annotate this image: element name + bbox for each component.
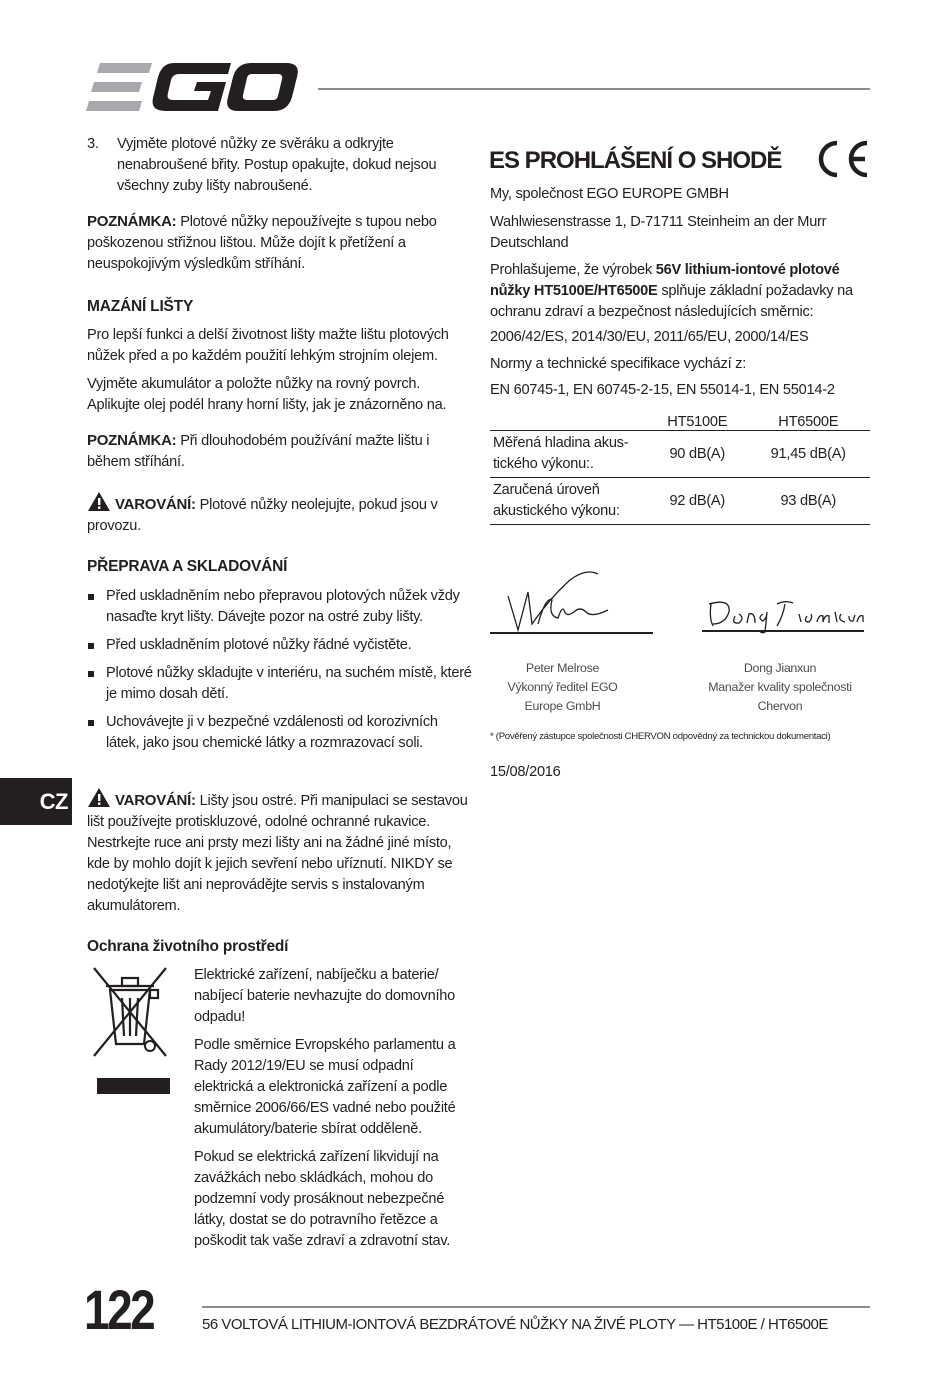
table-row-label: Zaručená úroveň akustického výkonu: (493, 482, 620, 519)
signatory-name: Peter Melrose (525, 661, 600, 675)
list-item: Plotové nůžky skladujte v interiéru, na suchém místě, které je mimo dosah dětí. (87, 663, 472, 705)
warning-label: VAROVÁNÍ: (115, 792, 196, 809)
warning-text: Plotové nůžky neolejujte, pokud jsou v provozu. (87, 497, 438, 534)
environment-paragraph-3: Pokud se elektrická zařízení likvidují na zavážkách nebo skládkách, mohou do podzemní vody prosáknout nebezpečné látky, dostat se do potravního řetězce a poškodit tak vaše zdraví a zdravotní stav. (194, 1149, 451, 1249)
warning-no-oil-running (87, 491, 472, 537)
declaration-text-pre: Prohlašujeme, že výrobek (490, 262, 656, 278)
note-blunt-blade (87, 211, 472, 275)
footer-title: 56 VOLTOVÁ LITHIUM-IONTOVÁ BEZDRÁTOVÉ NŮŽKY NA ŽIVÉ PLOTY — HT5100E / HT6500E (202, 1316, 828, 1333)
environment-paragraph-2: Podle směrnice Evropského parlamentu a Rady 2012/19/EU se musí odpadní elektrická a elektronická zařízení a podle směrnice 2006/66/ES vadné nebo použité akumulátory/baterie sbírat odděleně. (194, 1037, 456, 1137)
transport-list (87, 586, 472, 761)
footnote: * (Pověřený zástupce společnosti CHERVON odpovědný za technickou dokumentaci) (490, 731, 831, 742)
section-heading-environment: Ochrana životního prostředí (87, 938, 289, 955)
directives: 2006/42/ES, 2014/30/EU, 2011/65/EU, 2000/14/ES (490, 329, 809, 345)
declaration-title: ES PROHLÁŠENÍ O SHODĚ (489, 147, 782, 174)
signature-line (490, 632, 653, 634)
section-heading-transport: PŘEPRAVA A SKLADOVÁNÍ (87, 558, 288, 575)
company-address: Wahlwiesenstrasse 1, D-71711 Steinheim an der Murr Deutschland (490, 214, 827, 251)
step-3 (87, 134, 472, 197)
table-header: HT6500E (778, 414, 839, 430)
norms-list: EN 60745-1, EN 60745-2-15, EN 55014-1, EN 55014-2 (490, 382, 835, 398)
note-label: POZNÁMKA: (87, 213, 177, 230)
note-text: Při dlouhodobém používání mažte lištu i během stříhání. (87, 433, 430, 470)
table-row (490, 431, 870, 478)
signature-line (702, 630, 864, 632)
table-row (490, 478, 870, 525)
note-text: Plotové nůžky nepoužívejte s tupou nebo poškozenou střižnou lištou. Může dojít k přetížení a neuspokojivým výsledkům stříhání. (87, 214, 437, 272)
environment-text (194, 965, 472, 1252)
weee-bar (97, 1078, 170, 1094)
step-number: 3. (87, 136, 99, 152)
step-text: Vyjměte plotové nůžky ze svěráku a odkryjte nenabroušené břity. Postup opakujte, dokud nejsou všechny zuby lišty nabroušené. (117, 136, 437, 194)
signatory-role: Výkonný ředitel EGO (507, 680, 618, 694)
table-header: HT5100E (667, 414, 728, 430)
product-name: 56V lithium-iontové plotové nůžky HT5100E/HT6500E (490, 262, 840, 299)
ego-logo (86, 63, 300, 113)
list-item: Před uskladněním plotové nůžky řádné vyčistěte. (87, 635, 472, 656)
signatory-melrose (490, 659, 635, 716)
noise-spec-table-wrap (490, 410, 870, 525)
environment-paragraph-1: Elektrické zařízení, nabíječku a baterie/ nabíjecí baterie nevhazujte do domovního odpadu! (194, 967, 455, 1025)
warning-triangle-icon (87, 491, 111, 512)
page-number: 122 (84, 1278, 154, 1341)
warning-label: VAROVÁNÍ: (115, 496, 196, 513)
header-rule (318, 88, 870, 90)
weee-crossed-bin-icon (90, 964, 170, 1064)
signature-melrose (500, 566, 620, 634)
noise-spec-table (490, 410, 870, 525)
note-long-use (87, 430, 472, 473)
table-header-blank (490, 410, 648, 431)
table-header-row (490, 410, 870, 431)
declaration-date: 15/08/2016 (490, 764, 561, 780)
declaration-statement (490, 260, 870, 323)
list-item: Před uskladněním nebo přepravou plotových nůžek vždy nasaďte kryt lišty. Dávejte pozor na ostré zuby lišty. (87, 586, 472, 628)
list-item: Uchovávejte ji v bezpečné vzdálenosti od korozivních látek, jako jsou chemické látky a rozmrazovací soli. (87, 712, 472, 754)
table-cell: 93 dB(A) (780, 493, 837, 509)
company-line: My, společnost EGO EUROPE GMBH (490, 186, 729, 202)
signatory-role: Manažer kvality společnosti (708, 680, 852, 694)
lubrication-paragraph-1: Pro lepší funkci a delší životnost lišty mažte lištu plotových nůžek před a po každém použití lehkým strojním olejem. (87, 327, 449, 364)
signatory-org: Chervon (757, 699, 803, 713)
table-cell: 90 dB(A) (669, 446, 726, 462)
norms-intro: Normy a technické specifikace vychází z: (490, 356, 747, 372)
warning-sharp-blades (87, 787, 472, 917)
signatory-name: Dong Jianxun (743, 661, 817, 675)
table-row-label: Měřená hladina akus-tického výkonu:. (493, 435, 629, 472)
signatory-org: Europe GmbH (524, 699, 601, 713)
lubrication-paragraph-2: Vyjměte akumulátor a položte nůžky na rovný povrch. Aplikujte olej podél hrany horní lišty, jak je znázorněno na. (87, 376, 447, 413)
table-cell: 91,45 dB(A) (770, 446, 846, 462)
footer-rule (202, 1306, 870, 1308)
ce-mark-icon (812, 139, 870, 179)
warning-triangle-icon (87, 787, 111, 808)
note-label: POZNÁMKA: (87, 432, 177, 449)
language-tab: CZ (0, 778, 72, 825)
declaration-text-post: splňuje základní požadavky na ochranu zdraví a bezpečnost následujících směrnic: (490, 283, 853, 320)
warning-text: Lišty jsou ostré. Při manipulaci se sestavou lišt používejte protiskluzové, odolné ochranné rukavice. Nestrkejte ruce ani prsty mezi lišty ani na žádné jiné místo, kde by mohlo dojít k jejich sevření nebo uříznutí. NIKDY se nedotýkejte lišt ani neprovádějte servis s instalovaným akumulátorem. (87, 793, 468, 914)
table-cell: 92 dB(A) (669, 493, 726, 509)
signatory-dong (695, 659, 865, 716)
section-heading-lubrication: MAZÁNÍ LIŠTY (87, 298, 194, 315)
